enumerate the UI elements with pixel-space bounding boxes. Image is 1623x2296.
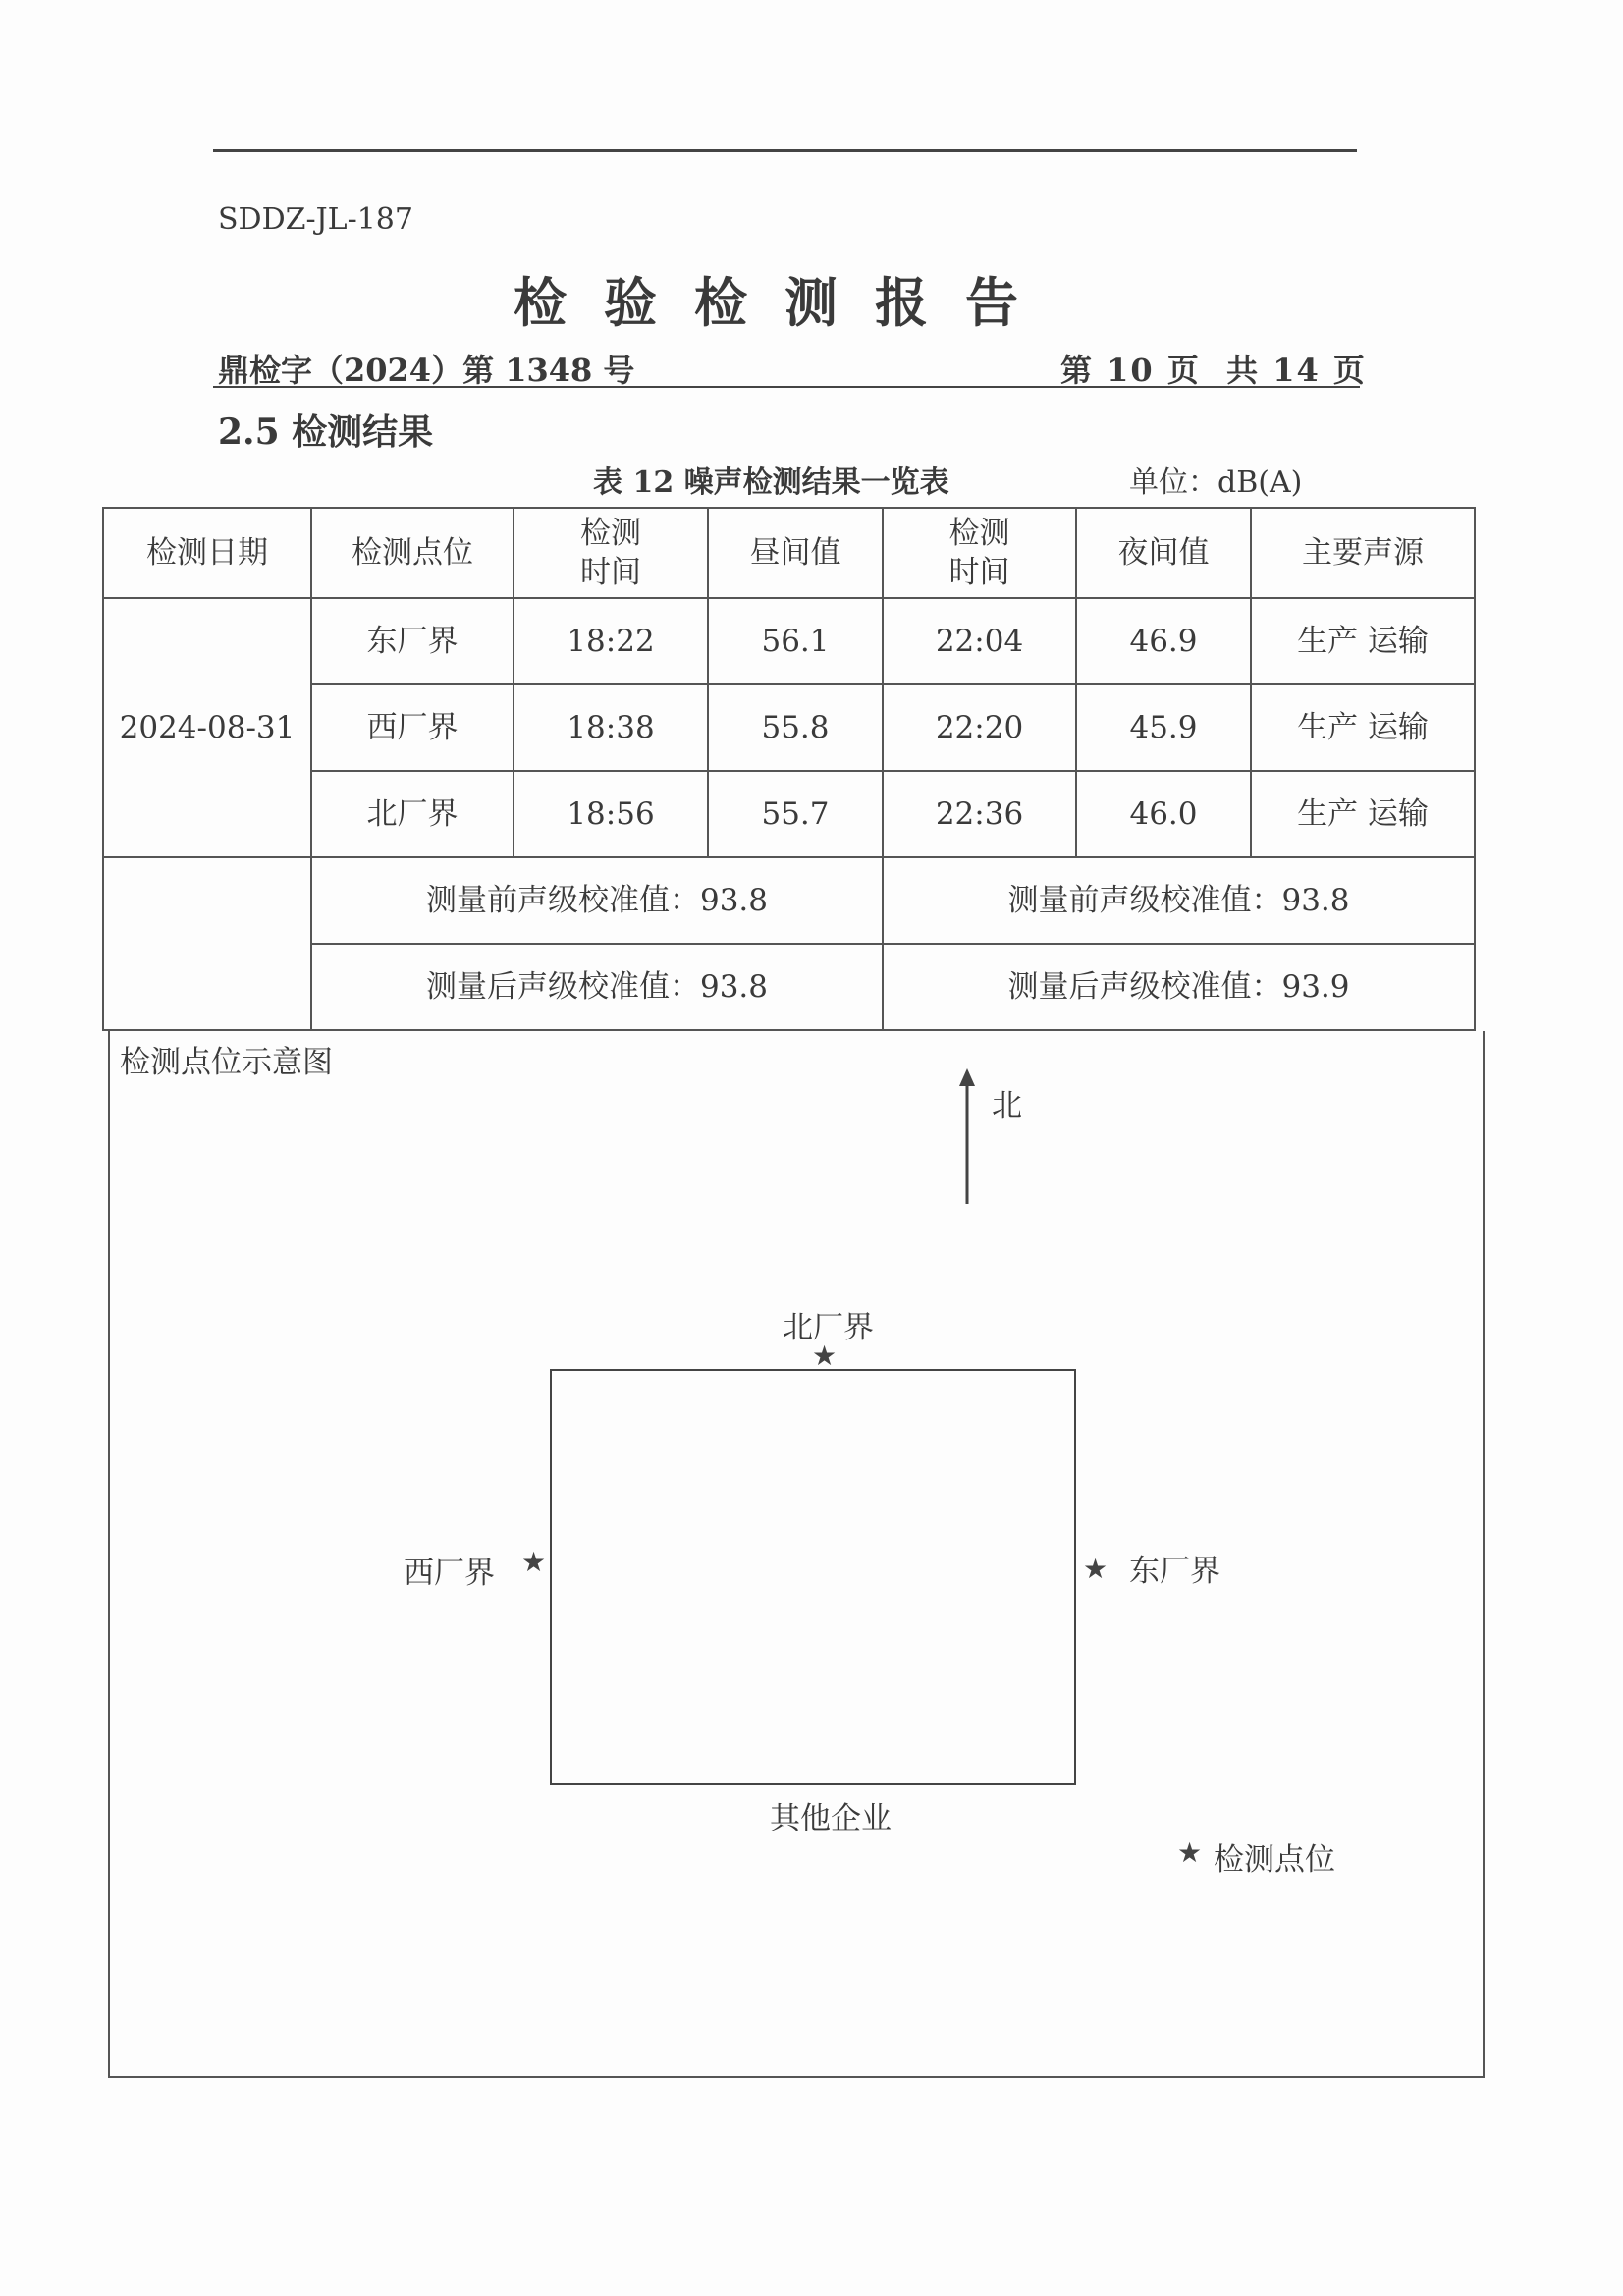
report-title: 检验检测报告 — [514, 271, 1055, 334]
point-cell: 北厂界 — [311, 771, 514, 857]
night-time-cell: 22:36 — [883, 771, 1076, 857]
page-number: 第 10 页 共 14 页 — [1060, 352, 1367, 389]
calibration-before-day: 测量前声级校准值：93.8 — [311, 857, 883, 944]
day-time-cell: 18:38 — [514, 684, 708, 771]
west-boundary-label: 西厂界 — [404, 1556, 495, 1591]
point-cell: 东厂界 — [311, 598, 514, 684]
north-boundary-label: 北厂界 — [783, 1310, 874, 1345]
night-time-cell: 22:04 — [883, 598, 1076, 684]
night-value-cell: 46.0 — [1076, 771, 1251, 857]
day-value-cell: 55.8 — [708, 684, 883, 771]
source-cell: 生产 运输 — [1251, 598, 1475, 684]
day-value-cell: 55.7 — [708, 771, 883, 857]
south-neighbor-label: 其他企业 — [770, 1801, 892, 1836]
day-value-cell: 56.1 — [708, 598, 883, 684]
unit-label: 单位：dB(A) — [1129, 465, 1303, 500]
document-code: SDDZ-JL-187 — [218, 202, 413, 237]
section-title: 2.5 检测结果 — [218, 411, 434, 453]
east-boundary-label: 东厂界 — [1129, 1554, 1220, 1589]
plant-boundary — [550, 1369, 1076, 1785]
north-label: 北 — [992, 1088, 1022, 1123]
header-rule — [213, 386, 1360, 388]
source-cell: 生产 运输 — [1251, 771, 1475, 857]
night-time-cell: 22:20 — [883, 684, 1076, 771]
blank-cell — [103, 857, 311, 944]
west-star-icon: ★ — [521, 1546, 547, 1578]
table-row — [103, 598, 1475, 684]
header-source: 主要声源 — [1251, 508, 1475, 598]
top-rule — [213, 149, 1357, 152]
date-cell: 2024-08-31 — [103, 598, 311, 857]
calibration-after-night: 测量后声级校准值：93.9 — [883, 944, 1475, 1030]
day-time-cell: 18:22 — [514, 598, 708, 684]
header-date: 检测日期 — [103, 508, 311, 598]
north-arrow-icon — [952, 1068, 982, 1206]
east-star-icon: ★ — [1083, 1553, 1109, 1585]
night-value-cell: 46.9 — [1076, 598, 1251, 684]
source-cell: 生产 运输 — [1251, 684, 1475, 771]
diagram-title: 检测点位示意图 — [120, 1045, 333, 1080]
table-header-row — [103, 508, 1475, 598]
day-time-cell: 18:56 — [514, 771, 708, 857]
table-caption: 表 12 噪声检测结果一览表 — [593, 465, 949, 500]
noise-result-table — [102, 507, 1476, 1031]
calibration-before-row — [103, 857, 1475, 944]
reference-number: 鼎检字（2024）第 1348 号 — [218, 352, 635, 389]
legend-star-icon: ★ — [1177, 1836, 1203, 1869]
legend-label: 检测点位 — [1214, 1842, 1335, 1878]
north-star-icon: ★ — [812, 1339, 838, 1372]
header-night-value: 夜间值 — [1076, 508, 1251, 598]
blank-cell — [103, 944, 311, 1030]
calibration-after-row — [103, 944, 1475, 1030]
calibration-after-day: 测量后声级校准值：93.8 — [311, 944, 883, 1030]
point-cell: 西厂界 — [311, 684, 514, 771]
night-value-cell: 45.9 — [1076, 684, 1251, 771]
header-point: 检测点位 — [311, 508, 514, 598]
header-day-value: 昼间值 — [708, 508, 883, 598]
header-night-time: 检测 时间 — [883, 508, 1076, 598]
calibration-before-night: 测量前声级校准值：93.8 — [883, 857, 1475, 944]
header-day-time: 检测 时间 — [514, 508, 708, 598]
